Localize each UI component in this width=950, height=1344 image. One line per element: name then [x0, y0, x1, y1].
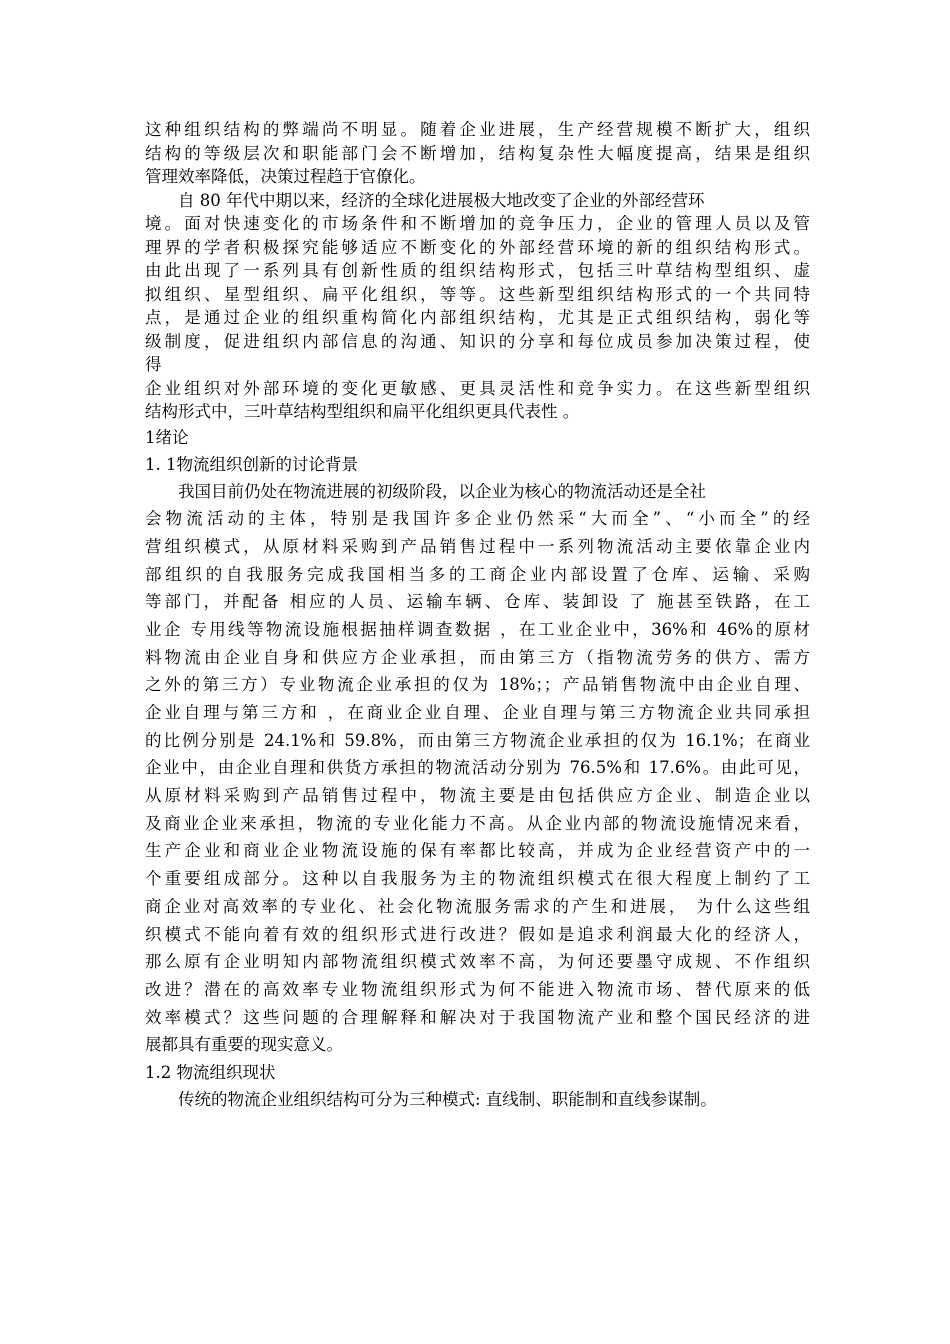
text-line: 个重要组成部分。这种以自我服务为主的物流组织模式在很大程度上制约了工 [145, 869, 810, 889]
text-line: 之外的第三方）专业物流企业承担的仅为 18%；；产品销售物流中由企业自理、 [145, 675, 810, 695]
text-line: 这种组织结构的弊端尚不明显。随着企业进展，生产经营规模不断扩大，组织 [145, 120, 810, 139]
text-line: 生产企业和商业企业物流设施的保有率都比较高，并成为企业经营资产中的一 [145, 841, 810, 861]
text-line: 点，是通过企业的组织重构简化内部组织结构，尤其是正式组织结构，弱化等 [145, 308, 810, 327]
text-line: 由此出现了一系列具有创新性质的组织结构形式，包括三叶草结构型组织、虚 [145, 261, 810, 280]
text-line: 商企业对高效率的专业化、社会化物流服务需求的产生和进展， 为什么这些组 [145, 896, 810, 916]
text-line: 结构的等级层次和职能部门会不断增加，结构复杂性大幅度提高，结果是组织 [145, 143, 810, 163]
text-line: 业企 专用线等物流设施根据抽样调查数据 ，在工业企业中，36%和 46%的原材 [145, 619, 810, 639]
text-line: 料物流由企业自身和供应方企业承担，而由第三方（指物流劳务的供方、需方 [145, 647, 810, 667]
intro-paragraph-2 [145, 189, 810, 424]
text-line: 改进？潜在的高效率专业物流组织形式为何不能进入物流市场、替代原来的低 [145, 979, 810, 999]
text-line: 及商业企业来承担，物流的专业化能力不高。从企业内部的物流设施情况来看， [145, 813, 810, 833]
document-page [145, 118, 810, 1114]
background-paragraph [145, 478, 810, 1059]
text-line: 传统的物流企业组织结构可分为三种模式: 直线制、职能制和直线参谋制。 [178, 1089, 717, 1109]
text-line: 会物流活动的主体，特别是我国许多企业仍然采“大而全”、“小而全”的经 [145, 509, 810, 529]
status-paragraph [145, 1086, 810, 1114]
section-heading-1-1: 1. 1物流组织创新的讨论背景 [145, 454, 358, 474]
text-line: 企业组织对外部环境的变化更敏感、更具灵活性和竞争实力。在这些新型组织 [145, 378, 810, 398]
section-heading-1-2: 1.2 物流组织现状 [145, 1062, 276, 1082]
text-line: 营组织模式，从原材料采购到产品销售过程中一系列物流活动主要依靠企业内 [145, 536, 810, 556]
text-line: 企业自理与第三方和 ，在商业企业自理、企业自理与第三方物流企业共同承担 [145, 703, 810, 722]
text-line: 境。面对快速变化的市场条件和不断增加的竞争压力，企业的管理人员以及管 [145, 214, 810, 233]
text-line: 自 80 年代中期以来，经济的全球化进展极大地改变了企业的外部经营环 [178, 190, 705, 210]
text-line: 从原材料采购到产品销售过程中，物流主要是由包括供应方企业、制造企业以 [145, 786, 810, 806]
text-line: 级制度，促进组织内部信息的沟通、知识的分享和每位成员参加决策过程，使 [145, 331, 810, 351]
text-line: 织模式不能向着有效的组织形式进行改进？假如是追求利润最大化的经济人， [145, 924, 810, 944]
text-line: 理界的学者积极探究能够适应不断变化的外部经营环境的新的组织结构形式。 [145, 237, 810, 257]
text-line: 管理效率降低，决策过程趋于官僚化。 [145, 167, 426, 186]
text-line: 部组织的自我服务完成我国相当多的工商企业内部设置了仓库、运输、采购 [145, 564, 810, 584]
intro-paragraph-1 [145, 118, 810, 189]
text-line: 展都具有重要的现实意义。 [145, 1035, 343, 1055]
text-line: 效率模式？这些问题的合理解释和解决对于我国物流产业和整个国民经济的进 [145, 1007, 810, 1027]
text-line: 得 [145, 355, 162, 374]
text-line: 我国目前仍处在物流进展的初级阶段，以企业为核心的物流活动还是全社 [178, 481, 706, 501]
text-line: 拟组织、星型组织、扁平化组织，等等。这些新型组织结构形式的一个共同特 [145, 284, 810, 304]
text-line: 结构形式中，三叶草结构型组织和扁平化组织更具代表性 。 [145, 402, 580, 421]
text-line: 的比例分别是 24.1%和 59.8%，而由第三方物流企业承担的仅为 16.1%；在商业 [145, 730, 810, 750]
chapter-heading: 1绪论 [145, 427, 189, 447]
text-line: 企业中，由企业自理和供货方承担的物流活动分别为 76.5%和 17.6%。由此可见， [145, 758, 810, 778]
text-line: 那么原有企业明知内部物流组织模式效率不高，为何还要墨守成规、不作组织 [145, 952, 810, 972]
text-line: 等部门，并配备 相应的人员、运输车辆、仓库、装卸设 了 施甚至铁路，在工 [145, 592, 810, 612]
